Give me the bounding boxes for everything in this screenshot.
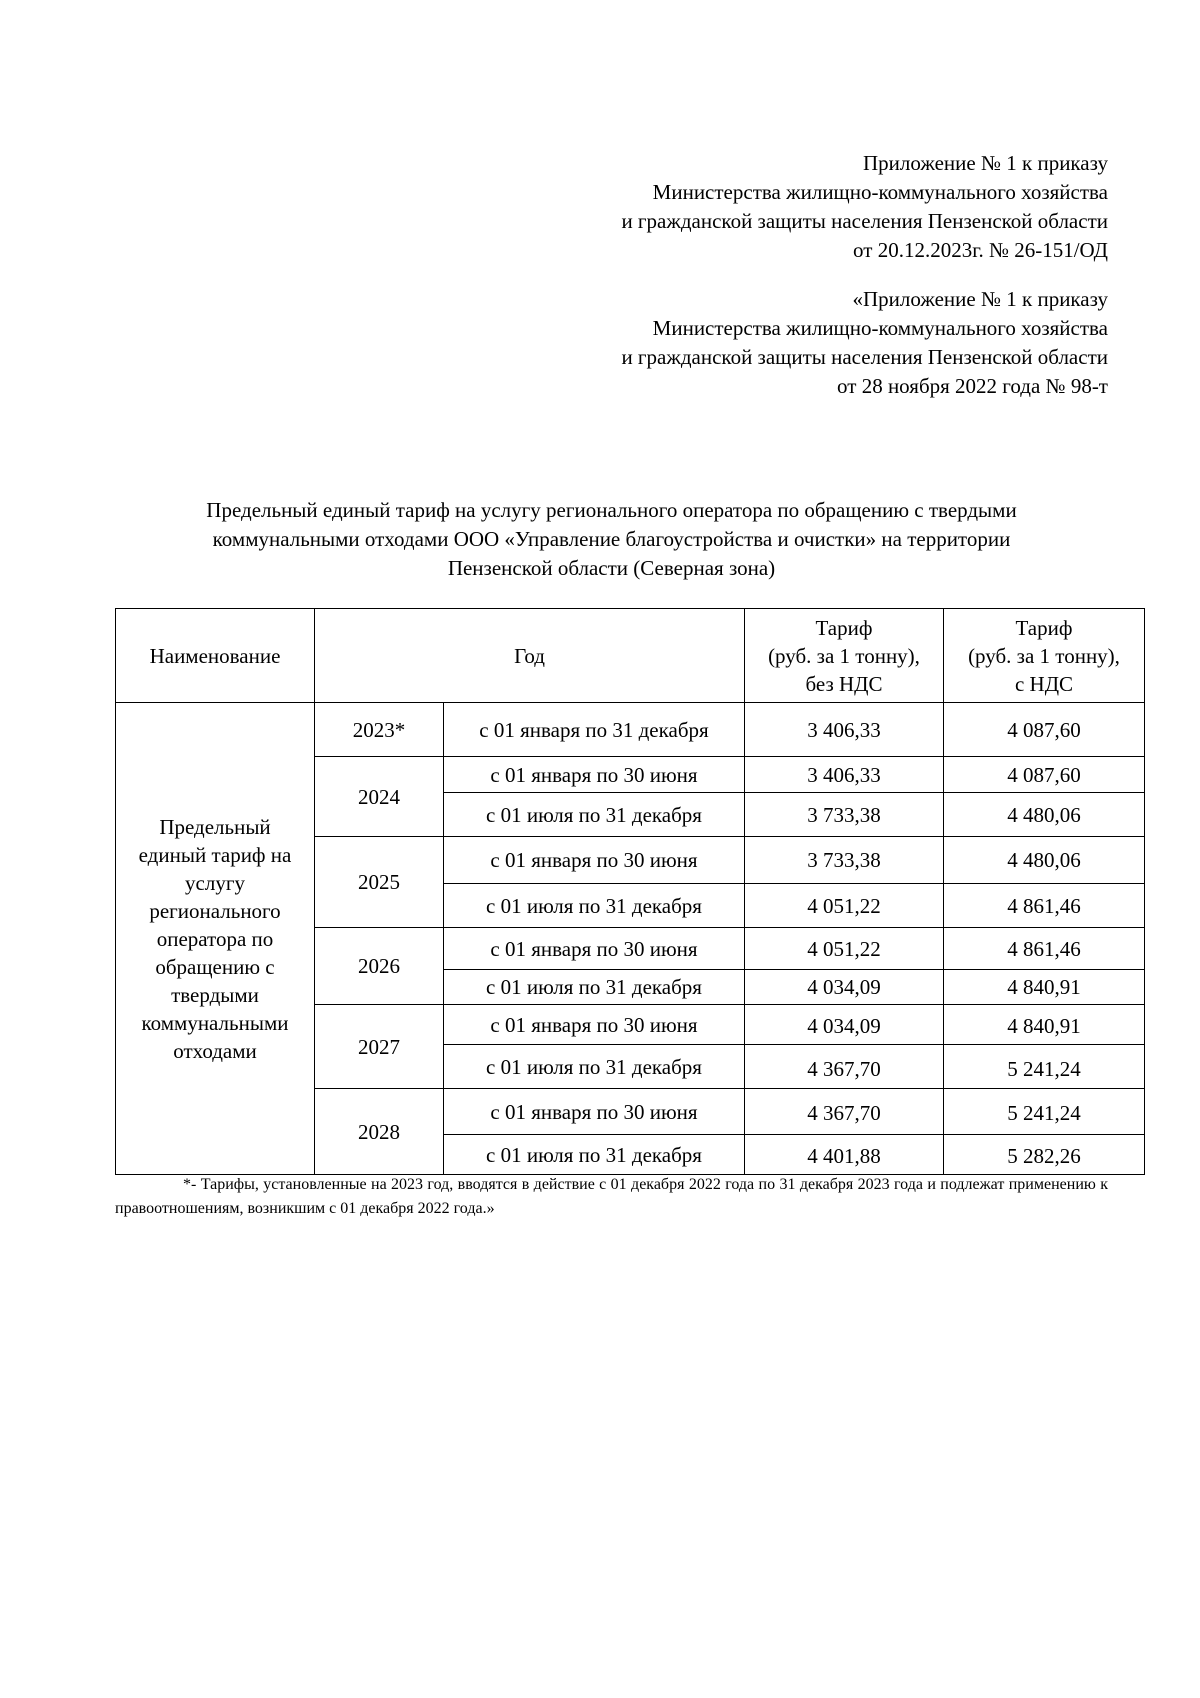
tariff-vat-cell: 5 241,24 (944, 1045, 1145, 1089)
tariff-no-vat-cell: 4 051,22 (745, 928, 944, 970)
period-cell: с 01 января по 30 июня (444, 1089, 745, 1135)
tariff-vat-cell: 4 861,46 (944, 884, 1145, 928)
period-cell: с 01 июля по 31 декабря (444, 970, 745, 1005)
year-cell: 2025 (315, 837, 444, 928)
appendix-line: от 28 ноября 2022 года № 98-т (837, 374, 1108, 398)
period-cell: с 01 января по 30 июня (444, 757, 745, 793)
document-title (115, 496, 1108, 583)
header-year: Год (315, 609, 745, 703)
header-line: без НДС (805, 671, 883, 696)
table-header-row (116, 609, 1145, 703)
year-cell: 2023* (315, 703, 444, 757)
name-line: единый тариф на (138, 842, 292, 867)
appendix-line: Министерства жилищно-коммунального хозяйства (652, 180, 1108, 204)
header-name: Наименование (116, 609, 315, 703)
year-cell: 2024 (315, 757, 444, 837)
appendix-line: и гражданской защиты населения Пензенской области (621, 209, 1108, 233)
appendix-line: от 20.12.2023г. № 26-151/ОД (853, 238, 1108, 262)
name-line: услугу (185, 870, 245, 895)
appendix-line: «Приложение № 1 к приказу (852, 287, 1108, 311)
appendix-line: и гражданской защиты населения Пензенской области (621, 345, 1108, 369)
period-cell: с 01 июля по 31 декабря (444, 1045, 745, 1089)
year-cell: 2026 (315, 928, 444, 1005)
title-line: Предельный единый тариф на услугу регионального оператора по обращению с твердыми (206, 498, 1017, 522)
tariff-no-vat-cell: 3 406,33 (745, 757, 944, 793)
tariff-vat-cell: 4 861,46 (944, 928, 1145, 970)
tariff-no-vat-cell: 4 034,09 (745, 970, 944, 1005)
tariff-vat-cell: 4 480,06 (944, 793, 1145, 837)
name-line: коммунальными (141, 1010, 289, 1035)
tariff-vat-cell: 4 840,91 (944, 1005, 1145, 1045)
tariff-no-vat-cell: 4 367,70 (745, 1045, 944, 1089)
tariff-no-vat-cell: 3 733,38 (745, 837, 944, 884)
appendix-line: Министерства жилищно-коммунального хозяйства (652, 316, 1108, 340)
period-cell: с 01 июля по 31 декабря (444, 793, 745, 837)
appendix-line: Приложение № 1 к приказу (863, 151, 1108, 175)
period-cell: с 01 июля по 31 декабря (444, 1135, 745, 1175)
header-tariff-no-vat (745, 609, 944, 703)
header-line: (руб. за 1 тонну), (768, 643, 920, 668)
period-cell: с 01 января по 30 июня (444, 1005, 745, 1045)
header-line: (руб. за 1 тонну), (968, 643, 1120, 668)
tariff-vat-cell: 4 087,60 (944, 703, 1145, 757)
tariff-vat-cell: 4 087,60 (944, 757, 1145, 793)
tariff-no-vat-cell: 4 034,09 (745, 1005, 944, 1045)
title-line: коммунальными отходами ООО «Управление благоустройства и очистки» на территории (212, 527, 1011, 551)
appendix-header-current (621, 149, 1108, 265)
tariff-no-vat-cell: 4 401,88 (745, 1135, 944, 1175)
period-cell: с 01 января по 30 июня (444, 837, 745, 884)
tariff-no-vat-cell: 3 406,33 (745, 703, 944, 757)
period-cell: с 01 июля по 31 декабря (444, 884, 745, 928)
name-line: твердыми (171, 982, 259, 1007)
tariff-vat-cell: 4 480,06 (944, 837, 1145, 884)
name-line: отходами (173, 1038, 257, 1063)
tariff-table (115, 608, 1145, 1175)
appendix-header-original (621, 285, 1108, 401)
tariff-name-cell (116, 703, 315, 1175)
header-tariff-vat (944, 609, 1145, 703)
tariff-no-vat-cell: 4 051,22 (745, 884, 944, 928)
table-row (116, 703, 1145, 757)
title-line: Пензенской области (Северная зона) (447, 556, 776, 580)
tariff-vat-cell: 5 241,24 (944, 1089, 1145, 1135)
tariff-no-vat-cell: 3 733,38 (745, 793, 944, 837)
footnote: *- Тарифы, установленные на 2023 год, вводятся в действие с 01 декабря 2022 года по 31 декабря 2023 года и подлежат применению к правоотношениям, возникшим с 01 декабря 2022 года.» (115, 1176, 1108, 1217)
tariff-no-vat-cell: 4 367,70 (745, 1089, 944, 1135)
name-line: оператора по (156, 926, 274, 951)
name-line: Предельный (159, 814, 271, 839)
name-line: регионального (149, 898, 281, 923)
year-cell: 2028 (315, 1089, 444, 1175)
year-cell: 2027 (315, 1005, 444, 1089)
name-line: обращению с (155, 954, 275, 979)
tariff-vat-cell: 4 840,91 (944, 970, 1145, 1005)
period-cell: с 01 января по 31 декабря (444, 703, 745, 757)
header-line: с НДС (1014, 671, 1074, 696)
header-line: Тариф (815, 615, 873, 640)
header-line: Тариф (1015, 615, 1073, 640)
period-cell: с 01 января по 30 июня (444, 928, 745, 970)
tariff-vat-cell: 5 282,26 (944, 1135, 1145, 1175)
